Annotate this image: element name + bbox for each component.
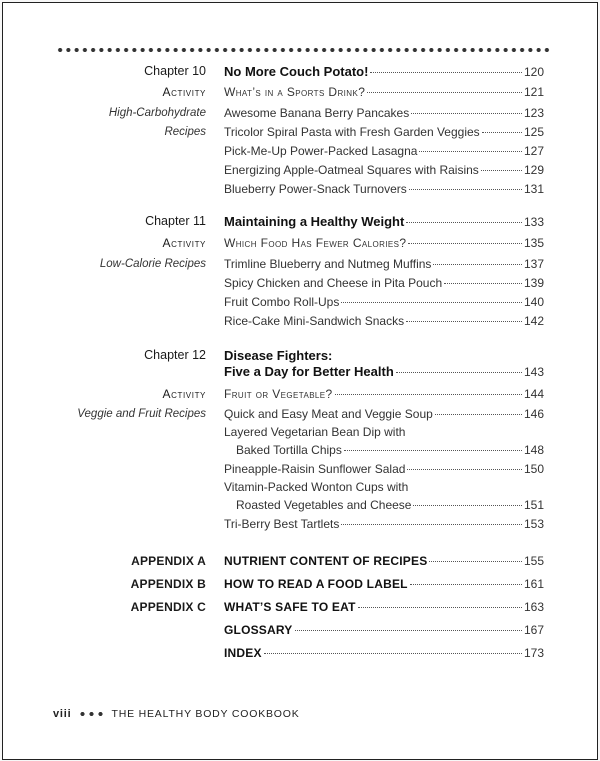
page-number: 151 bbox=[523, 498, 544, 512]
recipe-category: Veggie and Fruit Recipes bbox=[77, 408, 206, 420]
recipe-title: Pineapple-Raisin Sunflower Salad bbox=[224, 462, 406, 476]
recipe-category-cont: Recipes bbox=[164, 126, 206, 138]
page-number: 153 bbox=[523, 517, 544, 531]
recipe-title: Fruit Combo Roll-Ups bbox=[224, 295, 340, 309]
page-number: 139 bbox=[523, 276, 544, 290]
recipe-title-line1: Layered Vegetarian Bean Dip with bbox=[224, 425, 406, 439]
index-entry[interactable] bbox=[224, 644, 544, 663]
activity-title: Fruit or Vegetable? bbox=[224, 387, 333, 401]
index-title: INDEX bbox=[224, 646, 262, 660]
folio-number: viii bbox=[53, 708, 72, 720]
page-number: 140 bbox=[523, 295, 544, 309]
page-number: 133 bbox=[523, 215, 544, 229]
recipe-category: High-Carbohydrate bbox=[108, 107, 206, 119]
recipe-title: Pick-Me-Up Power-Packed Lasagna bbox=[224, 144, 418, 158]
recipe-title: Tri-Berry Best Tartlets bbox=[224, 517, 340, 531]
appendix-label: APPENDIX A bbox=[131, 554, 206, 568]
chapter-title: Maintaining a Healthy Weight bbox=[224, 214, 405, 229]
recipe-entry[interactable] bbox=[224, 123, 544, 142]
page-footer bbox=[53, 708, 300, 720]
glossary-entry[interactable] bbox=[224, 621, 544, 640]
activity-label: Activity bbox=[162, 85, 206, 99]
appendix-title: HOW TO READ A FOOD LABEL bbox=[224, 577, 408, 591]
recipe-title: Awesome Banana Berry Pancakes bbox=[224, 106, 410, 120]
appendix-title: NUTRIENT CONTENT OF RECIPES bbox=[224, 554, 428, 568]
recipe-entry[interactable] bbox=[236, 496, 544, 515]
recipe-title: Trimline Blueberry and Nutmeg Muffins bbox=[224, 257, 432, 271]
recipe-title: Baked Tortilla Chips bbox=[236, 443, 342, 457]
chapter-label: Chapter 10 bbox=[144, 64, 206, 78]
running-title: THE HEALTHY BODY COOKBOOK bbox=[111, 708, 300, 720]
recipe-title: Energizing Apple-Oatmeal Squares with Raisins bbox=[224, 163, 479, 177]
recipe-entry[interactable] bbox=[224, 293, 544, 312]
appendix-label: APPENDIX C bbox=[130, 600, 206, 614]
chapter-title-entry[interactable] bbox=[224, 212, 544, 232]
recipe-entry[interactable] bbox=[224, 274, 544, 293]
appendix-label: APPENDIX B bbox=[130, 577, 206, 591]
appendix-entry[interactable] bbox=[224, 598, 544, 617]
page-number: 121 bbox=[523, 85, 544, 99]
recipe-title: Rice-Cake Mini-Sandwich Snacks bbox=[224, 314, 405, 328]
recipe-title: Tricolor Spiral Pasta with Fresh Garden Veggies bbox=[224, 125, 480, 139]
recipe-title-line1: Vitamin-Packed Wonton Cups with bbox=[224, 480, 409, 494]
recipe-entry[interactable] bbox=[224, 515, 544, 534]
recipe-category: Low-Calorie Recipes bbox=[99, 258, 206, 270]
recipe-entry[interactable] bbox=[224, 161, 544, 180]
appendix-title: WHAT’S SAFE TO EAT bbox=[224, 600, 356, 614]
recipe-entry[interactable] bbox=[224, 104, 544, 123]
appendix-entry[interactable] bbox=[224, 552, 544, 571]
page-number: 167 bbox=[523, 623, 544, 637]
page-number: 161 bbox=[523, 577, 544, 591]
page-number: 150 bbox=[523, 462, 544, 476]
chapter-label: Chapter 12 bbox=[144, 348, 206, 362]
recipe-entry[interactable] bbox=[224, 255, 544, 274]
page-number: 148 bbox=[523, 443, 544, 457]
recipe-title: Spicy Chicken and Cheese in Pita Pouch bbox=[224, 276, 443, 290]
page-number: 129 bbox=[523, 163, 544, 177]
glossary-title: GLOSSARY bbox=[224, 623, 293, 637]
top-dot-rule bbox=[56, 47, 551, 53]
page-number: 123 bbox=[523, 106, 544, 120]
recipe-entry[interactable] bbox=[236, 441, 544, 460]
activity-entry[interactable] bbox=[224, 385, 544, 404]
page-number: 137 bbox=[523, 257, 544, 271]
recipe-entry[interactable] bbox=[224, 180, 544, 199]
activity-title: Which Food Has Fewer Calories? bbox=[224, 236, 407, 250]
recipe-title: Quick and Easy Meat and Veggie Soup bbox=[224, 407, 433, 421]
footer-dots bbox=[78, 711, 106, 717]
recipe-title: Roasted Vegetables and Cheese bbox=[236, 498, 412, 512]
page-number: 120 bbox=[523, 65, 544, 79]
recipe-title: Blueberry Power-Snack Turnovers bbox=[224, 182, 407, 196]
page-number: 163 bbox=[523, 600, 544, 614]
page-number: 142 bbox=[523, 314, 544, 328]
recipe-entry[interactable] bbox=[224, 142, 544, 161]
recipe-entry[interactable] bbox=[224, 405, 544, 424]
chapter-label: Chapter 11 bbox=[145, 214, 206, 228]
page-number: 143 bbox=[523, 365, 544, 379]
appendix-entry[interactable] bbox=[224, 575, 544, 594]
activity-label: Activity bbox=[162, 387, 206, 401]
page-number: 144 bbox=[523, 387, 544, 401]
page-number: 131 bbox=[523, 182, 544, 196]
recipe-entry[interactable] bbox=[224, 460, 544, 479]
activity-entry[interactable] bbox=[224, 234, 544, 253]
page-number: 135 bbox=[523, 236, 544, 250]
activity-entry[interactable] bbox=[224, 83, 544, 102]
page-number: 125 bbox=[523, 125, 544, 139]
activity-label: Activity bbox=[162, 236, 206, 250]
chapter-title-entry[interactable] bbox=[224, 62, 544, 82]
chapter-title-entry[interactable] bbox=[224, 362, 544, 382]
chapter-title: Five a Day for Better Health bbox=[224, 364, 394, 379]
page-number: 173 bbox=[523, 646, 544, 660]
page-number: 155 bbox=[523, 554, 544, 568]
chapter-title: No More Couch Potato! bbox=[224, 64, 369, 79]
activity-title: What’s in a Sports Drink? bbox=[224, 85, 366, 99]
page-number: 127 bbox=[523, 144, 544, 158]
chapter-title-line1: Disease Fighters: bbox=[224, 348, 333, 363]
page-number: 146 bbox=[523, 407, 544, 421]
recipe-entry[interactable] bbox=[224, 312, 544, 331]
